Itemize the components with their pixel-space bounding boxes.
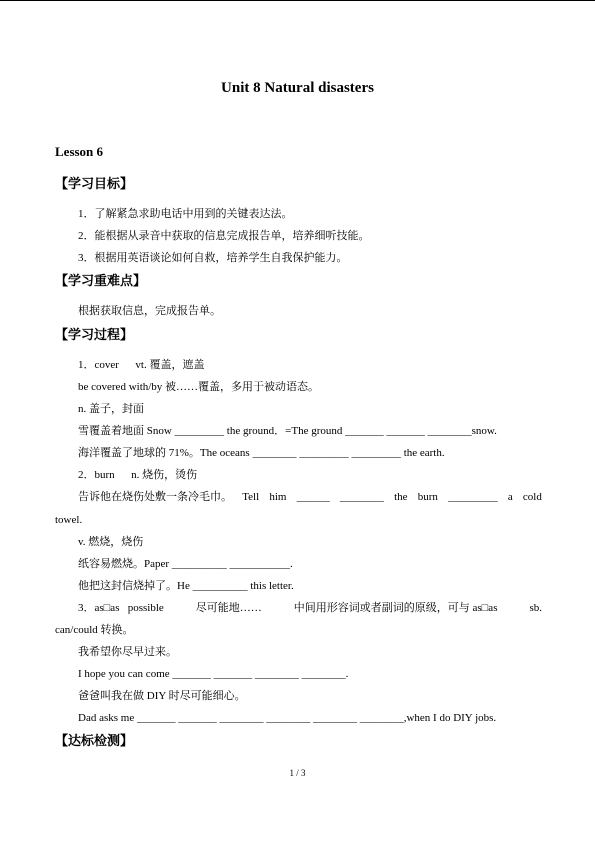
process-line-justified — [78, 601, 542, 615]
page-number: 1 / 3 — [289, 768, 306, 778]
section-goals-heading: 【学习目标】 — [55, 177, 134, 192]
process-line: 我希望你尽早过来。 — [78, 646, 177, 658]
process-line: towel. — [55, 514, 83, 526]
text-segment: a — [507, 491, 513, 503]
process-line: 海洋覆盖了地球的 71%。The oceans ________ _________ _________ the earth. — [78, 447, 445, 459]
key-point-text: 根据获取信息，完成报告单。 — [78, 305, 221, 317]
process-line-justified — [78, 490, 542, 504]
process-line: be covered with/by 被……覆盖，多用于被动语态。 — [78, 381, 320, 393]
text-segment: ______ — [296, 491, 330, 503]
text-segment: the — [394, 491, 408, 503]
text-segment: Tell — [242, 491, 260, 503]
section-check-heading: 【达标检测】 — [55, 734, 134, 749]
goal-item-3: 3．根据用英语谈论如何自救，培养学生自我保护能力。 — [78, 252, 348, 264]
process-line: 爸爸叫我在做 DIY 时尽可能细心。 — [78, 690, 246, 702]
goal-item-2: 2．能根据从录音中获取的信息完成报告单，培养细听技能。 — [78, 230, 370, 242]
process-line: 2．burn n. 烧伤，烫伤 — [78, 469, 198, 481]
process-line: 雪覆盖着地面 Snow _________ the ground．=The ground _______ _______ ________snow. — [78, 425, 497, 437]
text-segment: 3．as□as possible — [78, 602, 164, 614]
text-segment: ________ — [339, 491, 384, 503]
text-segment: sb. — [529, 602, 542, 614]
text-segment: 尽可能地…… — [195, 602, 262, 614]
process-line: 1．cover vt. 覆盖，遮盖 — [78, 359, 205, 371]
process-line: 他把这封信烧掉了。He __________ this letter. — [78, 580, 294, 592]
document-title: Unit 8 Natural disasters — [221, 80, 374, 96]
text-segment: cold — [522, 491, 542, 503]
text-segment: 中间用形容词或者副词的原级，可与 as□as — [293, 602, 498, 614]
text-segment: burn — [417, 491, 438, 503]
top-rule — [0, 0, 595, 1]
text-segment: _________ — [448, 491, 498, 503]
process-line: Dad asks me _______ _______ ________ ________ ________ ________,when I do DIY jobs. — [78, 712, 497, 724]
text-segment: him — [269, 491, 287, 503]
section-process-heading: 【学习过程】 — [55, 328, 134, 343]
process-line: v. 燃烧，烧伤 — [78, 536, 144, 548]
process-line: 纸容易燃烧。Paper __________ ___________. — [78, 558, 293, 570]
section-key-points-heading: 【学习重难点】 — [55, 274, 147, 289]
goal-item-1: 1．了解紧急求助电话中用到的关键表达法。 — [78, 208, 293, 220]
process-line: can/could 转换。 — [55, 624, 134, 636]
process-line: I hope you can come _______ _______ ________ ________. — [78, 668, 349, 680]
lesson-heading: Lesson 6 — [55, 144, 104, 159]
process-line: n. 盖子，封面 — [78, 403, 144, 415]
text-segment: 告诉他在烧伤处敷一条冷毛巾。 — [78, 491, 232, 503]
